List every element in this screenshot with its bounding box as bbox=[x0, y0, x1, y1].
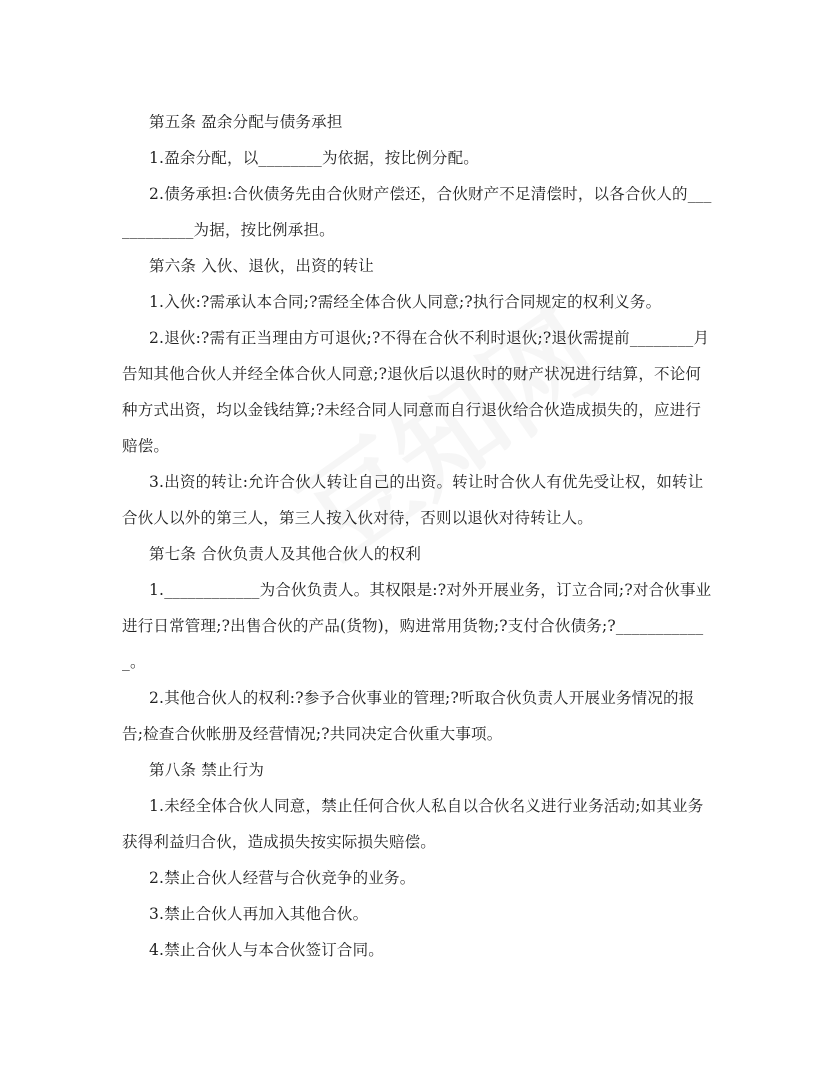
section-6-paragraph-3: 3.出资的转让:允许合伙人转让自己的出资。转让时合伙人有优先受让权，如转让合伙人以外的第三人，第三人按入伙对待，否则以退伙对待转让人。 bbox=[122, 473, 704, 527]
section-5-paragraph-2: 2.债务承担:合伙债务先由合伙财产偿还，合伙财产不足清偿时，以各合伙人的____________为据，按比例承担。 bbox=[122, 185, 712, 239]
section-8-paragraph-2: 2.禁止合伙人经营与合伙竞争的业务。 bbox=[149, 869, 416, 887]
section-8-paragraph-1: 1.未经全体合伙人同意，禁止任何合伙人私自以合伙名义进行业务活动;如其业务获得利益归合伙，造成损失按实际损失赔偿。 bbox=[122, 797, 704, 851]
section-6-paragraph-1: 1.入伙:?需承认本合同;?需经全体合伙人同意;?执行合同规定的权利义务。 bbox=[149, 293, 662, 311]
section-8-paragraph-4: 4.禁止合伙人与本合伙签订合同。 bbox=[149, 941, 384, 959]
section-7-title: 第七条 合伙负责人及其他合伙人的权利 bbox=[149, 545, 422, 563]
document-body bbox=[122, 104, 712, 968]
section-6-title: 第六条 入伙、退伙，出资的转让 bbox=[149, 257, 374, 275]
section-7-paragraph-2: 2.其他合伙人的权利:?参予合伙事业的管理;?听取合伙负责人开展业务情况的报告;检查合伙帐册及经营情况;?共同决定合伙重大事项。 bbox=[122, 689, 695, 743]
section-5-paragraph-1: 1.盈余分配，以________为依据，按比例分配。 bbox=[149, 149, 479, 167]
section-5-title: 第五条 盈余分配与债务承担 bbox=[149, 113, 343, 131]
section-8-paragraph-3: 3.禁止合伙人再加入其他合伙。 bbox=[149, 905, 369, 923]
section-7-paragraph-1: 1.____________为合伙负责人。其权限是:?对外开展业务，订立合同;?对合伙事业进行日常管理;?出售合伙的产品(货物)，购进常用货物;?支付合伙债务;?____________。 bbox=[122, 581, 712, 671]
section-6-paragraph-2: 2.退伙:?需有正当理由方可退伙;?不得在合伙不利时退伙;?退伙需提前________月告知其他合伙人并经全体合伙人同意;?退伙后以退伙时的财产状况进行结算，不论何种方式出资，均以金钱结算;?未经合同人同意而自行退伙给合伙造成损失的，应进行赔偿。 bbox=[122, 329, 710, 455]
section-8-title: 第八条 禁止行为 bbox=[149, 761, 265, 779]
